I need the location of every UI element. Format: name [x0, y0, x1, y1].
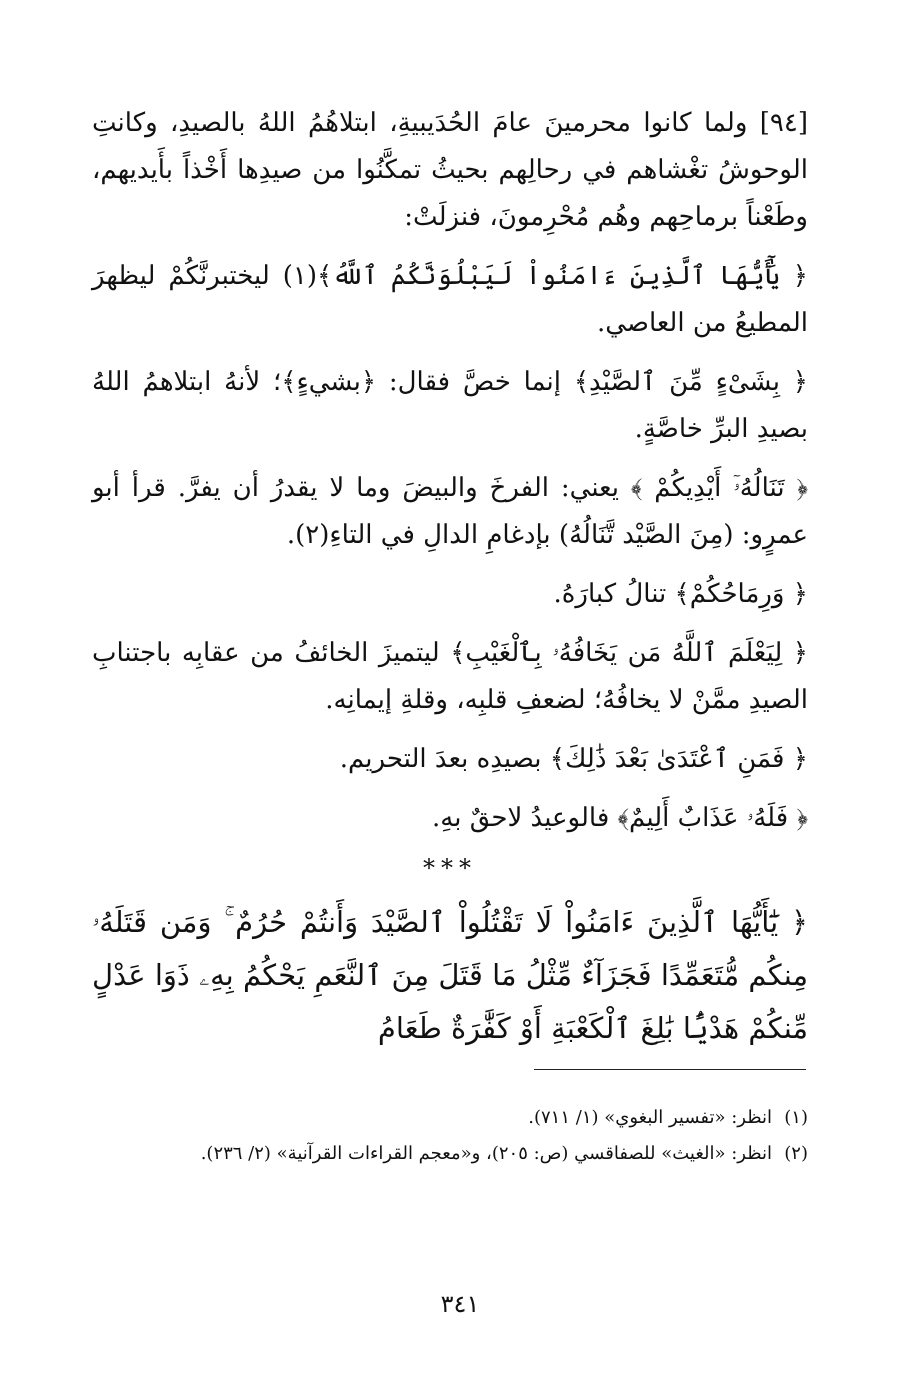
- footnote-number: (١): [784, 1107, 808, 1128]
- paragraph-punishment: ﴿ فَلَهُۥ عَذَابٌ أَلِيمٌ﴾ فالوعيدُ لاحقٌ بهِ.: [432, 803, 808, 833]
- paragraph-something-of-game: ﴿ بِشَىْءٍ مِّنَ ٱلصَّيْدِ﴾ إنما خصَّ فقال: ﴿بشيءٍ﴾؛ لأنهُ ابتلاهمُ اللهُ بصيدِ البرِّ خاصَّةٍ.: [92, 367, 808, 444]
- quran-verse: ﴿ يَٰٓأَيُّهَا ٱلَّذِينَ ءَامَنُواْ لَا تَقْتُلُواْ ٱلصَّيْدَ وَأَنتُمْ حُرُمٌ ۚ وَمَن قَتَلَهُۥ مِنكُم مُّتَعَمِّدًا فَجَزَآءٌ مِّثْلُ مَا قَتَلَ مِنَ ٱلنَّعَمِ يَحْكُمُ بِهِۦ ذَوَا عَدْلٍ مِّنكُمْ هَدْيًۢا بَٰلِغَ ٱلْكَعْبَةِ أَوْ كَفَّٰرَةٌ طَعَامُ: [92, 905, 808, 1045]
- page-number: ٣٤١: [440, 1290, 480, 1318]
- footnote-number: (٢): [784, 1143, 808, 1164]
- paragraph-verse-test: ﴿ يَٰٓأَيُّهَا ٱلَّذِينَ ءَامَنُواْ لَيَبْلُوَنَّكُمُ ٱللَّهُ﴾(١) ليختبرنَّكُمْ ليظهرَ المطيعُ من العاصي.: [92, 261, 809, 338]
- footnote-text: انظر: «تفسير البغوي» (١/ ٧١١).: [528, 1107, 772, 1128]
- footnote-divider: [534, 1069, 806, 1070]
- paragraph-transgression: ﴿ فَمَنِ ٱعْتَدَىٰ بَعْدَ ذَٰلِكَ﴾ بصيدِه بعدَ التحريم.: [339, 744, 808, 774]
- footnotes: [92, 1100, 808, 1172]
- page-body: [92, 100, 808, 1055]
- section-separator: ***: [423, 854, 477, 882]
- paragraph-your-hands: ﴿ تَنَالُهُۥٓ أَيْدِيكُمْ ﴾ يعني: الفرخَ والبيضَ وما لا يقدرُ أن يفرَّ. قرأ أبو عمرٍو: (مِنَ الصَّيْد تَّنَالُهُ) بإدغامِ الدالِ في التاءِ(٢).: [92, 473, 808, 550]
- paragraph-unseen: ﴿ لِيَعْلَمَ ٱللَّهُ مَن يَخَافُهُۥ بِٱلْغَيْبِ﴾ ليتميزَ الخائفُ من عقابِه باجتنابِ الصيدِ ممَّنْ لا يخافُهُ؛ لضعفِ قلبِه، وقلةِ إيمانِه.: [92, 638, 808, 715]
- footnote-text: انظر: «الغيث» للصفاقسي (ص: ٢٠٥)، و«معجم القراءات القرآنية» (٢/ ٢٣٦).: [200, 1143, 772, 1164]
- paragraph-your-spears: ﴿ وَرِمَاحُكُمْ﴾ تنالُ كبارَهُ.: [553, 579, 808, 609]
- footnote-item: [92, 1136, 808, 1172]
- paragraph-intro: [٩٤] ولما كانوا محرمينَ عامَ الحُدَيبيةِ، ابتلاهُمُ اللهُ بالصيدِ، وكانتِ الوحوشُ تغْشاهم في رحالِهم بحيثُ تمكَّنُوا من صيدِها أَخْذاً بأَيديهم، وطَعْناً برماحِهم وهُم مُحْرِمونَ، فنزلَتْ:: [92, 108, 808, 232]
- footnote-item: [92, 1100, 808, 1136]
